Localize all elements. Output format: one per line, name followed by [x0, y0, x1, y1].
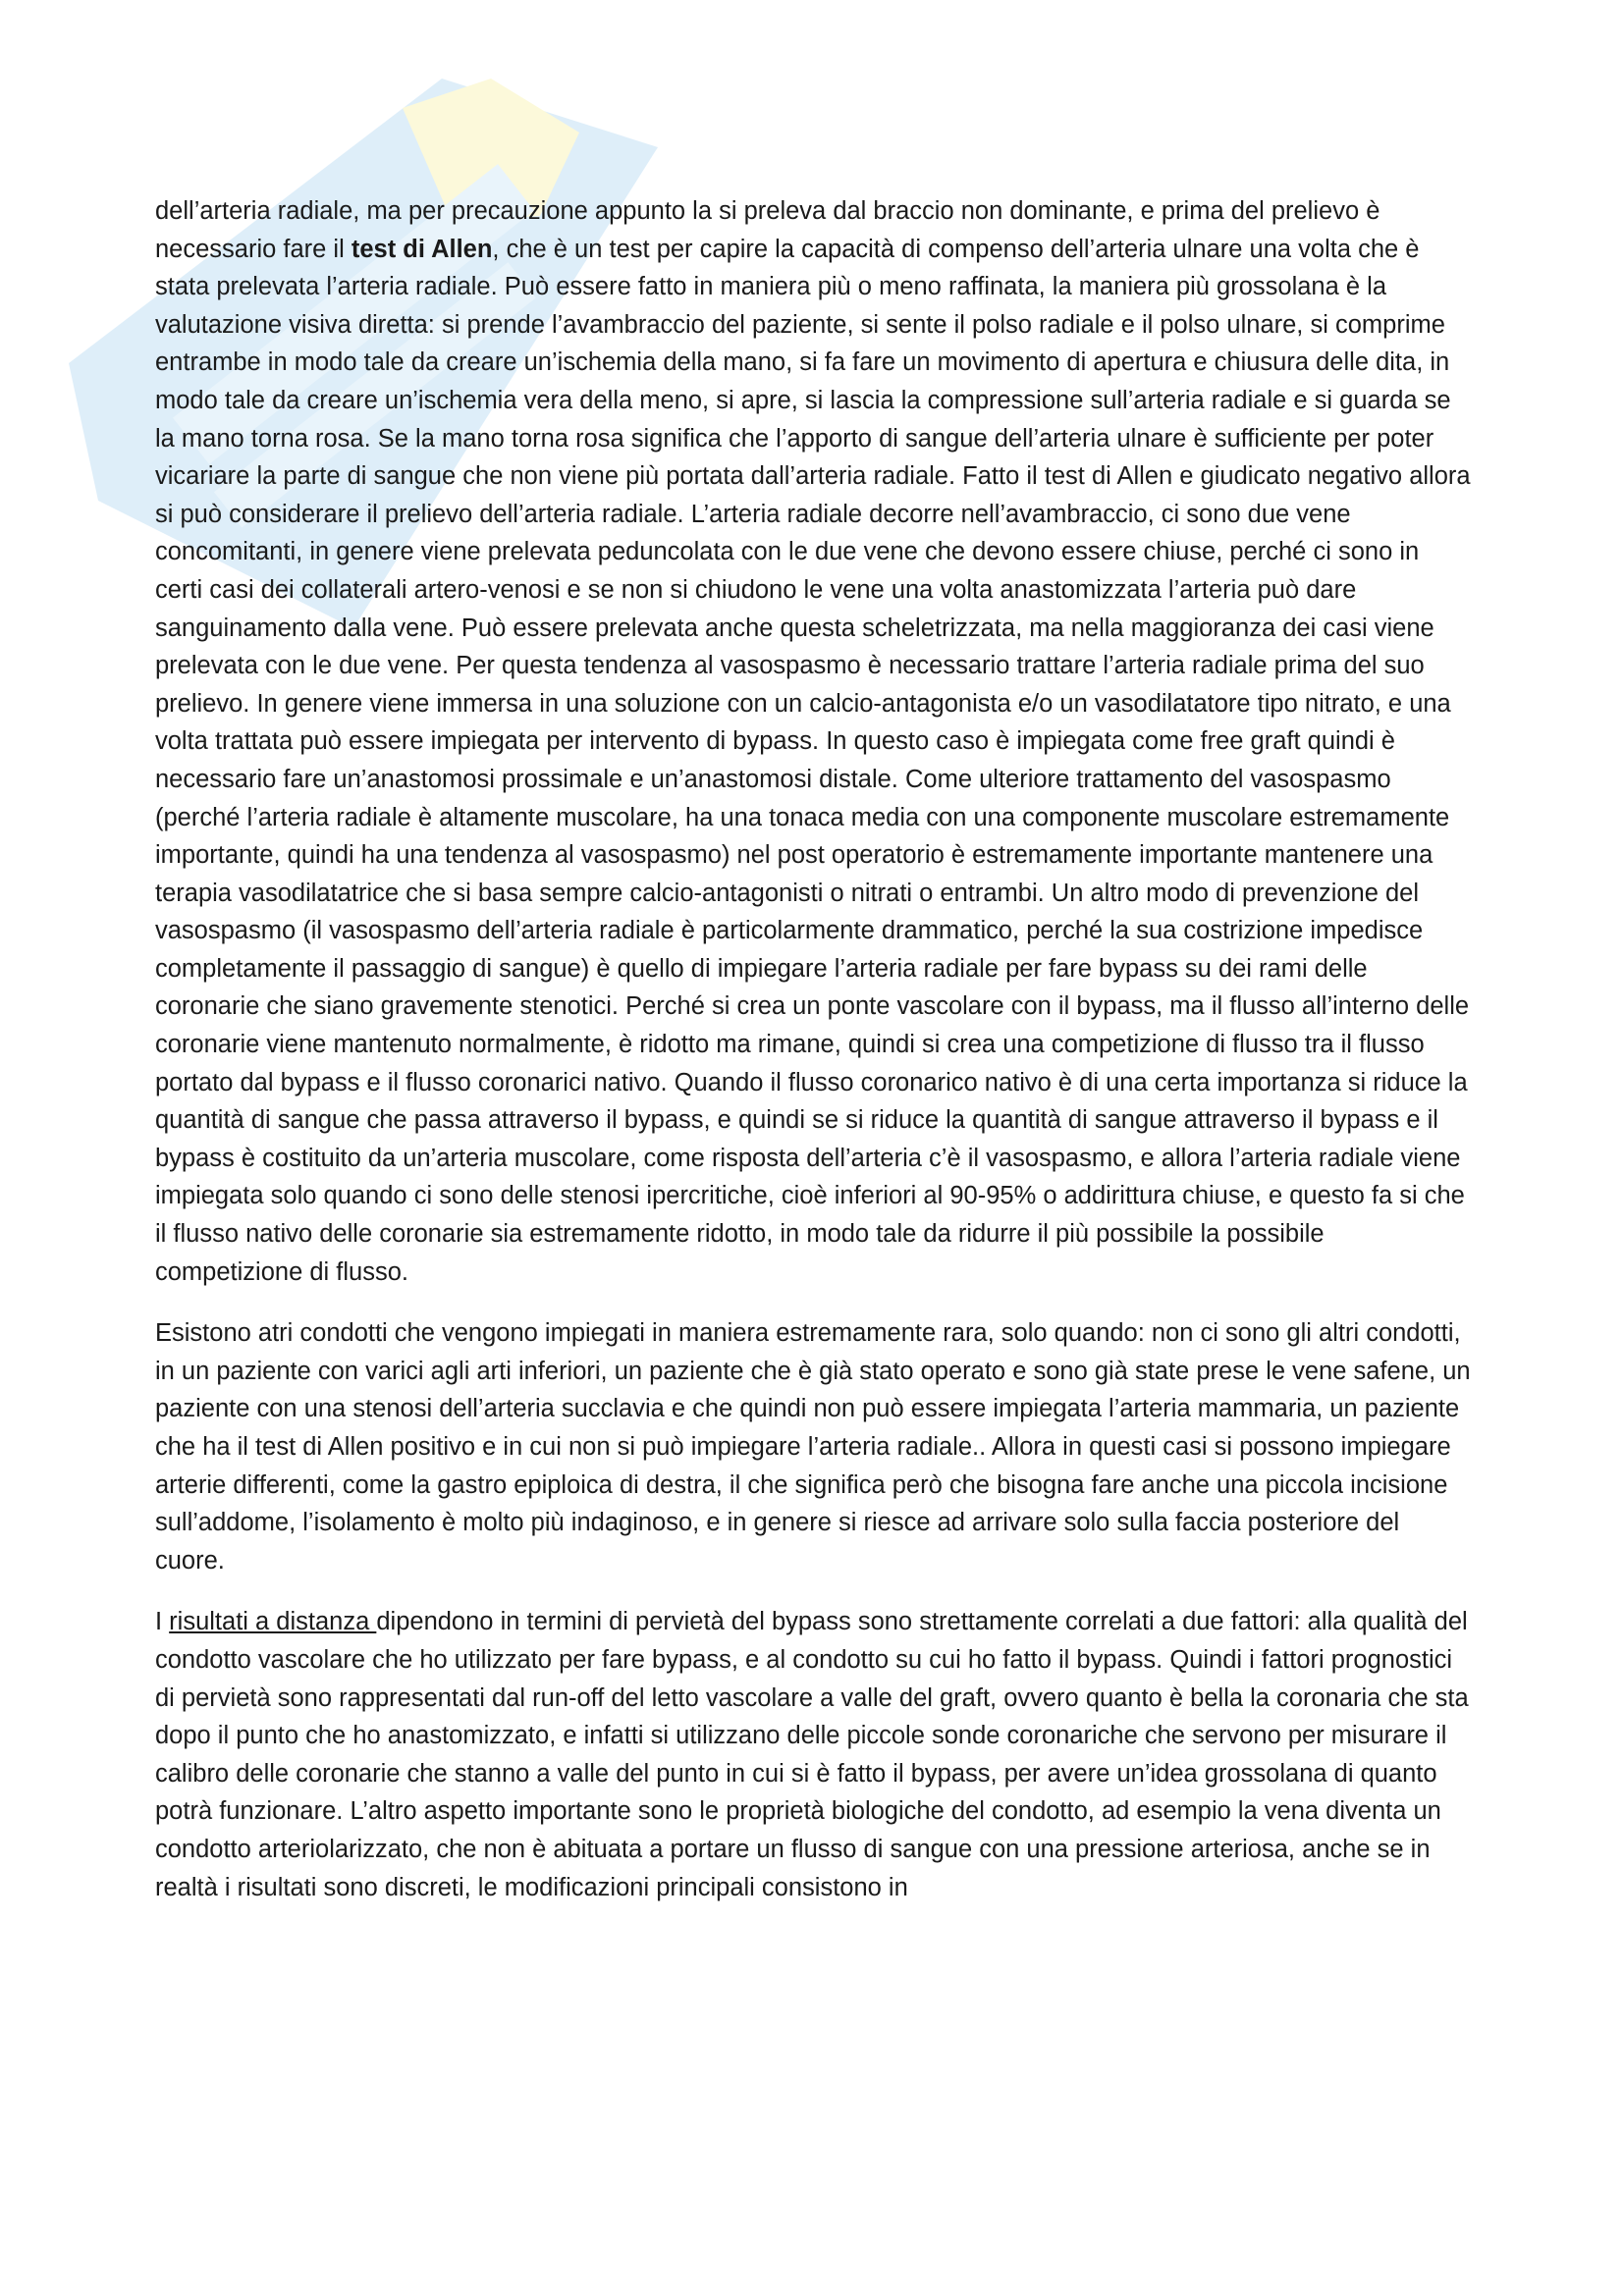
paragraph-text: , che è un test per capire la capacità di compenso dell’arteria ulnare una volta che è stata prelevata l’arteria radiale. Può essere fatto in maniera più o meno raffinata, la maniera più grossolana è la valutazione visiva diretta: si prende l’avambraccio del paziente, si sente il polso radiale e il polso ulnare, si comprime entrambe in modo tale da creare un’ischemia della mano, si fa fare un movimento di apertura e chiusura delle dita, in modo tale da creare un’ischemia vera della meno, si apre, si lascia la compressione sull’arteria radiale e si guarda se la mano torna rosa. Se la mano torna rosa significa che l’apporto di sangue dell’arteria ulnare è sufficiente per poter vicariare la parte di sangue che non viene più portata dall’arteria radiale. Fatto il test di Allen e giudicato negativo allora si può considerare il prelievo dell’arteria radiale. L’arteria radiale decorre nell’avambraccio, ci sono due vene concomitanti, in genere viene prelevata peduncolata con le due vene che devono essere chiuse, perché ci sono in certi casi dei collaterali artero-venosi e se non si chiudono le vene una volta anastomizzata l’arteria può dare sanguinamento dalla vene. Può essere prelevata anche questa scheletrizzata, ma nella maggioranza dei casi viene prelevata con le due vene. Per questa tendenza al vasospasmo è necessario trattare l’arteria radiale prima del suo prelievo. In genere viene immersa in una soluzione con un calcio-antagonista e/o un vasodilatatore tipo nitrato, e una volta trattata può essere impiegata per intervento di bypass. In questo caso è impiegata come free graft quindi è necessario fare un’anastomosi prossimale e un’anastomosi distale. Come ulteriore trattamento del vasospasmo (perché l’arteria radiale è altamente muscolare, ha una tonaca media con una componente muscolare estremamente importante, quindi ha una tendenza al vasospasmo) nel post operatorio è estremamente importante mantenere una terapia vasodilatatrice che si basa sempre calcio-antagonisti o nitrati o entrambi. Un altro modo di prevenzione del vasospasmo (il vasospasmo dell’arteria radiale è particolarmente drammatico, perché la sua costrizione impedisce completamente il passaggio di sangue) è quello di impiegare l’arteria radiale per fare bypass su dei rami delle coronarie che siano gravemente stenotici. Perché si crea un ponte vascolare con il bypass, ma il flusso all’interno delle coronarie viene mantenuto normalmente, è ridotto ma rimane, quindi si crea una competizione di flusso tra il flusso portato dal bypass e il flusso coronarici nativo. Quando il flusso coronarico nativo è di una certa importanza si riduce la quantità di sangue che passa attraverso il bypass, e quindi se si riduce la quantità di sangue attraverso il bypass e il bypass è costituito da un’arteria muscolare, come risposta dell’arteria c’è il vasospasmo, e allora l’arteria radiale viene impiegata solo quando ci sono delle stenosi ipercritiche, cioè inferiori al 90-95% o addirittura chiuse, e questo fa si che il flusso nativo delle coronarie sia estremamente ridotto, in modo tale da ridurre il più possibile la possibile competizione di flusso. — [155, 235, 1471, 1286]
paragraph-radial-artery — [155, 192, 1471, 1291]
bold-term-test-di-allen: test di Allen — [351, 235, 493, 263]
document-page — [155, 192, 1471, 1906]
paragraph-long-term-results — [155, 1603, 1471, 1906]
paragraph-text: dell’arteria radiale, ma per precauzione appunto la si preleva dal braccio non dominante, e prima del prelievo è necessario fare il — [155, 197, 1380, 263]
paragraph-text: dipendono in termini di pervietà del bypass sono strettamente correlati a due fattori: alla qualità del condotto vascolare che ho utilizzato per fare bypass, e al condotto su cui ho fatto il bypass. Quindi i fattori prognostici di pervietà sono rappresentati dal run-off del letto vascolare a valle del graft, ovvero quanto è bella la coronaria che sta dopo il punto che ho anastomizzato, e infatti si utilizzano delle piccole sonde coronariche che servono per misurare il calibro delle coronarie che stanno a valle del punto in cui si è fatto il bypass, per avere un’idea grossolana di quanto potrà funzionare. L’altro aspetto importante sono le proprietà biologiche del condotto, ad esempio la vena diventa un condotto arteriolarizzato, che non è abituata a portare un flusso di sangue con una pressione arteriosa, anche se in realtà i risultati sono discreti, le modificazioni principali consistono in — [155, 1608, 1469, 1901]
paragraph-text: Esistono atri condotti che vengono impiegati in maniera estremamente rara, solo quando: non ci sono gli altri condotti, in un paziente con varici agli arti inferiori, un paziente che è già stato operato e sono già state prese le vene safene, un paziente con una stenosi dell’arteria succlavia e che quindi non può essere impiegata l’arteria mammaria, un paziente che ha il test di Allen positivo e in cui non si può impiegare l’arteria radiale.. Allora in questi casi si possono impiegare arterie differenti, come la gastro epiploica di destra, il che significa però che bisogna fare anche una piccola incisione sull’addome, l’isolamento è molto più indaginoso, e in genere si riesce ad arrivare solo sulla faccia posteriore del cuore. — [155, 1319, 1471, 1575]
paragraph-other-conduits — [155, 1314, 1471, 1579]
paragraph-text: I — [155, 1608, 170, 1636]
underlined-term-risultati-a-distanza: risultati a distanza — [169, 1608, 377, 1636]
